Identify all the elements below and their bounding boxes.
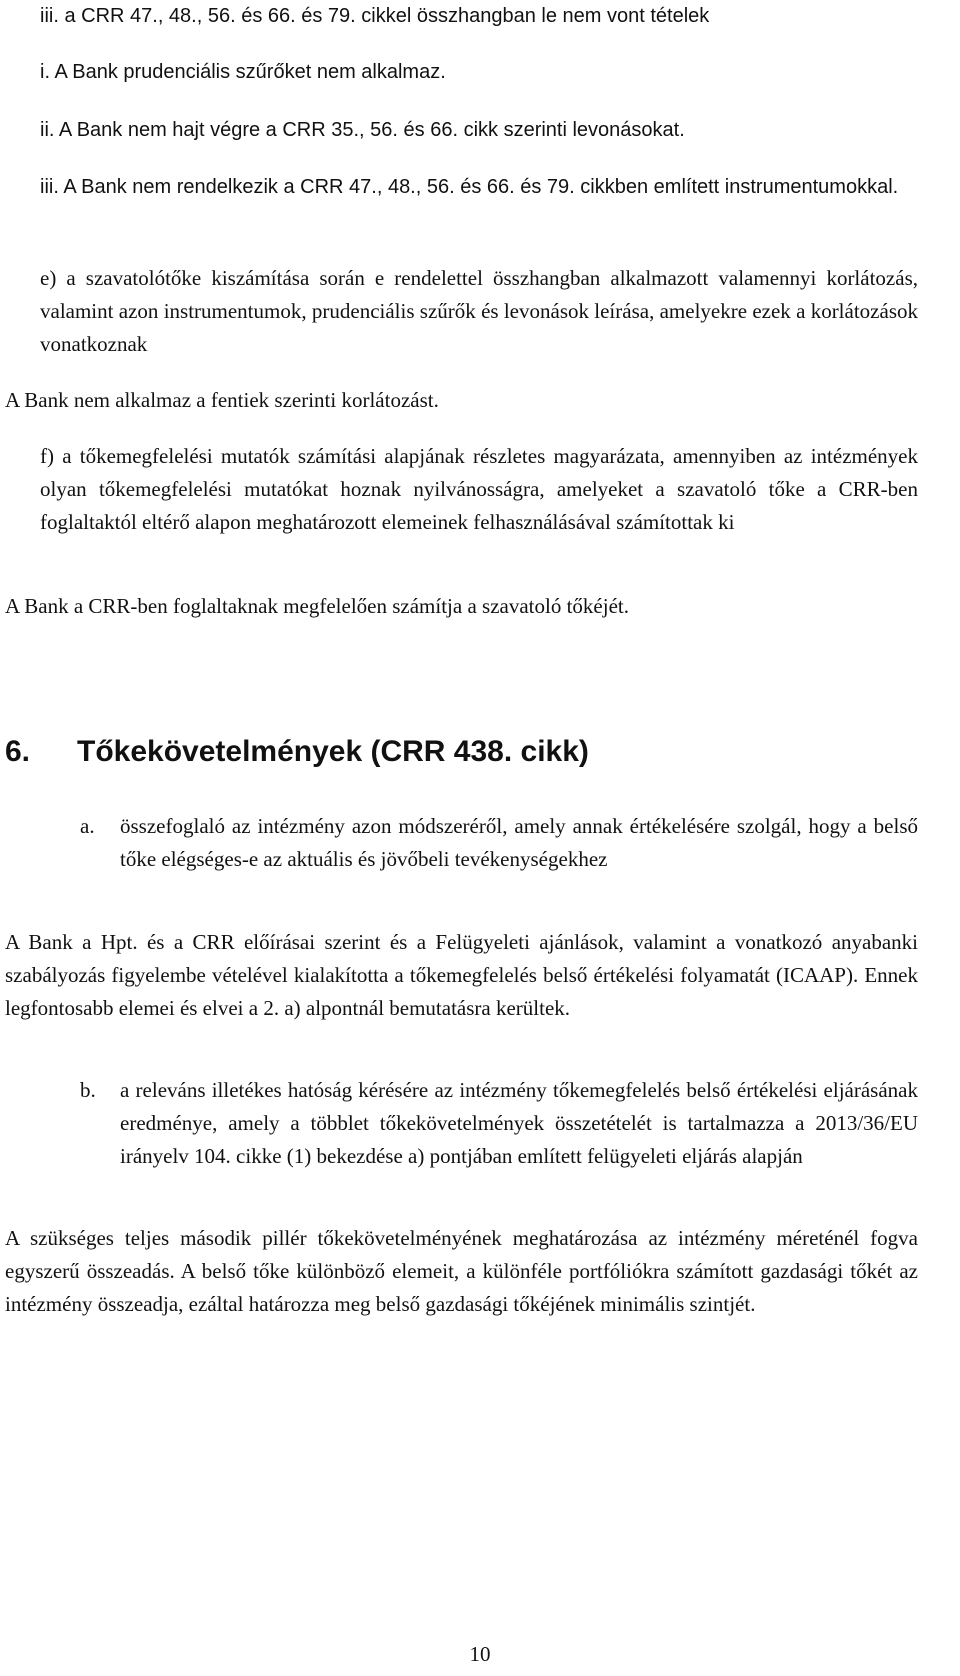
page-number: 10 — [469, 1642, 491, 1666]
item-a-answer: A Bank a Hpt. és a CRR előírásai szerint és a Felügyeleti ajánlások, valamint a vonatkozó anyabanki szabályozás figyelembe vételével kialakította a tőkemegfelelés belső értékelési folyamatát (ICAAP). Ennek legfontosabb elemei és elvei a 2. a) alpontnál bemutatásra kerültek. — [5, 930, 918, 1020]
list-item-iii-header: iii. a CRR 47., 48., 56. és 66. és 79. cikkel összhangban le nem vont tételek — [40, 5, 710, 27]
section-e-answer: A Bank nem alkalmaz a fentiek szerinti korlátozást. — [5, 388, 439, 412]
list-item-ii: ii. A Bank nem hajt végre a CRR 35., 56. és 66. cikk szerinti levonásokat. — [40, 119, 685, 141]
item-b-text: a releváns illetékes hatóság kérésére az intézmény tőkemegfelelés belső értékelési eljárásának eredménye, amely a többlet tőkekövetelmények összetételét is tartalmazza a 2013/36/EU irányelv 104. cikke (1) bekezdése a) pontjában említett felügyeleti eljárás alapján — [120, 1078, 918, 1168]
item-b — [80, 1074, 918, 1173]
heading-title: Tőkekövetelmények (CRR 438. cikk) — [77, 735, 589, 768]
item-a-marker: a. — [80, 814, 95, 838]
list-item-i: i. A Bank prudenciális szűrőket nem alkalmaz. — [40, 61, 446, 83]
section-f-answer: A Bank a CRR-ben foglaltaknak megfelelően számítja a szavatoló tőkéjét. — [5, 594, 629, 618]
item-a-text: összefoglaló az intézmény azon módszeréről, amely annak értékelésére szolgál, hogy a belső tőke elégséges-e az aktuális és jövőbeli tevékenységekhez — [120, 814, 918, 871]
list-item-iii: iii. A Bank nem rendelkezik a CRR 47., 48., 56. és 66. és 79. cikkben említett instrumentumokkal. — [40, 176, 899, 198]
section-heading — [5, 733, 918, 771]
item-a — [80, 810, 918, 876]
item-b-marker: b. — [80, 1078, 96, 1102]
heading-number: 6. — [5, 735, 31, 768]
section-e-question: e) a szavatolótőke kiszámítása során e rendelettel összhangban alkalmazott valamennyi korlátozás, valamint azon instrumentumok, prudenciális szűrők és levonások leírása, amelyekre ezek a korlátozások vonatkoznak — [40, 266, 918, 356]
section-f-question: f) a tőkemegfelelési mutatók számítási alapjának részletes magyarázata, amennyiben az intézmények olyan tőkemegfelelési mutatókat hoznak nyilvánosságra, amelyeket a szavatoló tőke a CRR-ben foglaltaktól eltérő alapon meghatározott elemeinek felhasználásával számítottak ki — [40, 444, 918, 534]
item-b-answer: A szükséges teljes második pillér tőkekövetelményének meghatározása az intézmény méreténél fogva egyszerű összeadás. A belső tőke különböző elemeit, a különféle portfóliókra számított gazdasági tőkét az intézmény összeadja, ezáltal határozza meg belső gazdasági tőkéjének minimális szintjét. — [5, 1226, 918, 1316]
